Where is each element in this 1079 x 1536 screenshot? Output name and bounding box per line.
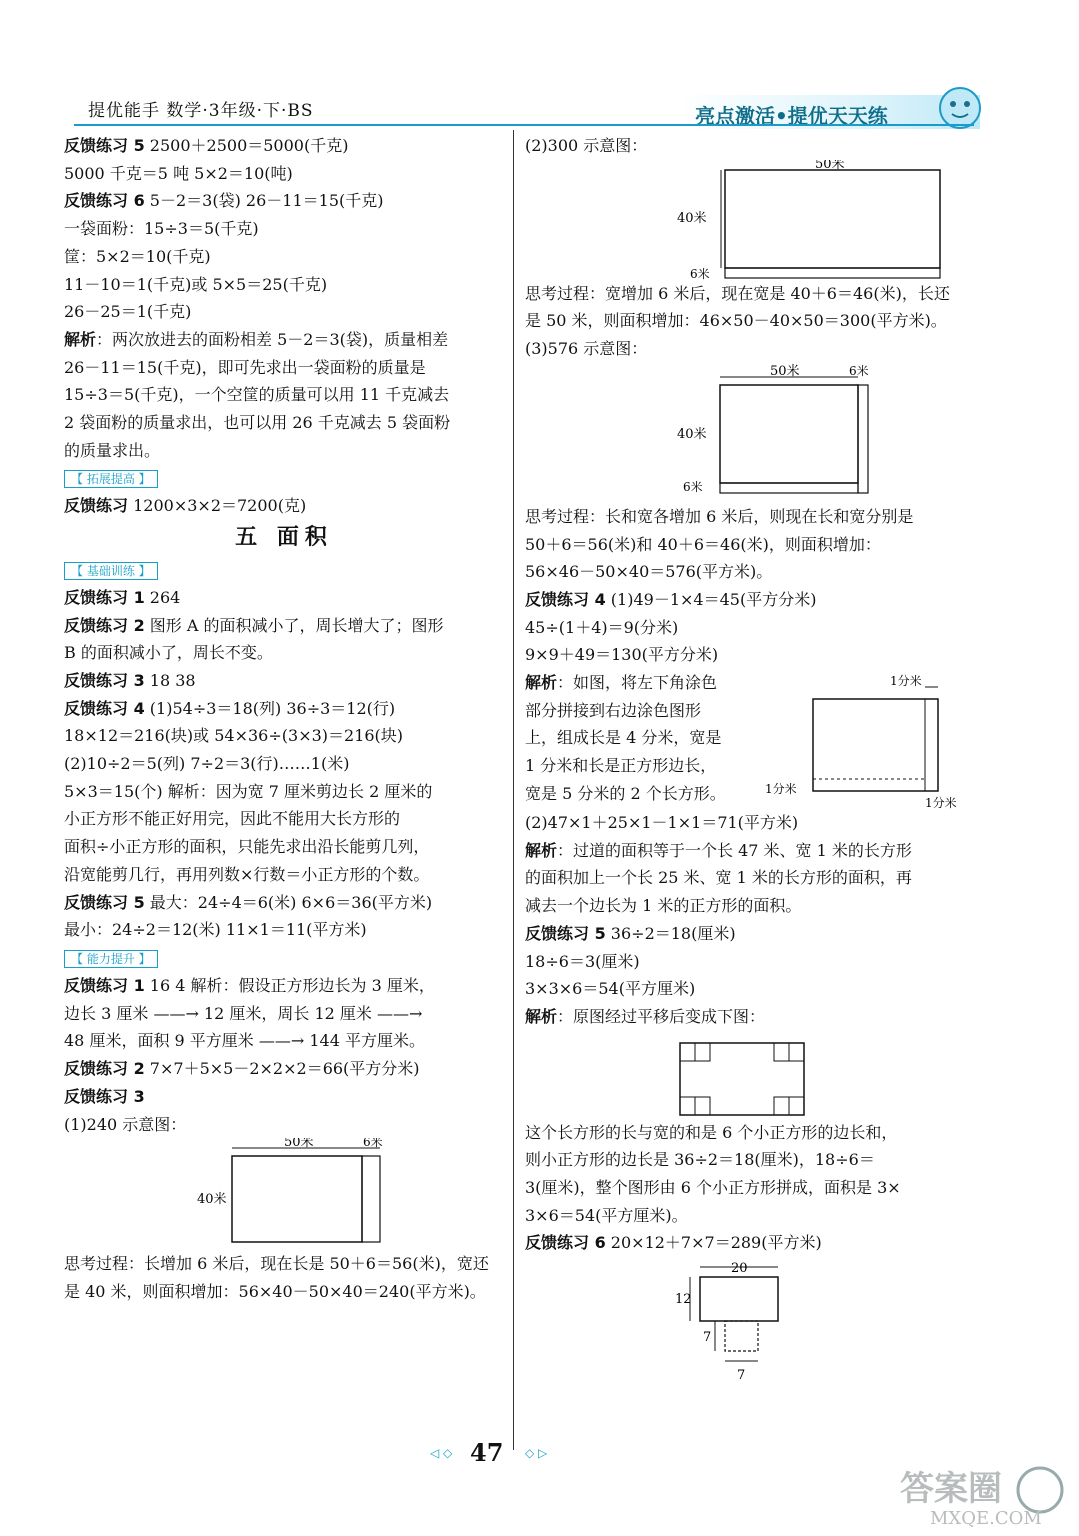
answer-line	[64, 437, 504, 465]
composite-shape-diagram	[525, 1257, 980, 1397]
answer-text: 宽是 5 分米的 2 个长方形。	[525, 783, 726, 803]
header-rule	[74, 124, 974, 126]
answer-text: 思考过程：长和宽各增加 6 米后，则现在长和宽分别是	[525, 506, 914, 526]
figure-walkway-analysis	[525, 669, 980, 809]
answers-block-e	[525, 1119, 980, 1258]
mascot-icon	[930, 82, 990, 134]
answer-label: 反馈练习 2	[64, 1059, 145, 1079]
label-extension-length: 6米	[849, 363, 869, 378]
rect-diagram	[525, 363, 980, 503]
answer-text: 9×9＋49＝130(平方分米)	[525, 645, 719, 665]
answers-block-e	[64, 1250, 504, 1305]
answer-line	[525, 752, 790, 780]
rect-diagram	[64, 1138, 504, 1250]
label-width: 40米	[677, 426, 707, 442]
answer-label: 反馈练习 3	[64, 1086, 145, 1106]
answer-text: 48 厘米，面积 9 平方厘米 ——→ 144 平方厘米。	[64, 1031, 426, 1051]
answer-label: 反馈练习 5	[525, 923, 606, 943]
answer-line	[525, 1003, 980, 1031]
answer-text: (1)49－1×4＝45(平方分米)	[605, 589, 817, 609]
answer-line	[64, 381, 504, 409]
answers-block-d	[525, 809, 980, 1031]
answer-line	[525, 1146, 980, 1174]
answer-line	[525, 975, 980, 1003]
answer-line	[525, 641, 980, 669]
label-length: 50米	[770, 363, 800, 379]
answer-line	[64, 639, 504, 667]
figure-translated-rectangle	[525, 1031, 980, 1119]
svg-text:答案圈: 答案圈	[900, 1469, 1002, 1509]
answer-line	[64, 833, 504, 861]
answer-text: 则小正方形的边长是 36÷2＝18(厘米)，18÷6＝	[525, 1150, 875, 1170]
answer-text: 1 分米和长是正方形边长，	[525, 756, 717, 776]
answer-text: 部分拼接到右边涂色图形	[525, 700, 702, 720]
answer-text: 这个长方形的长与宽的和是 6 个小正方形的边长和，	[525, 1122, 898, 1142]
answer-line	[525, 697, 790, 725]
answer-line	[64, 722, 504, 750]
square-diagram	[765, 669, 980, 809]
answer-text: ：过道的面积等于一个长 47 米、宽 1 米的长方形	[557, 840, 912, 860]
figure-area-increase-both	[525, 363, 980, 503]
section-tag-basic: 【 基础训练 】	[64, 562, 158, 580]
answer-text: 图形 A 的面积减小了，周长增大了；图形	[144, 615, 444, 635]
answer-line	[64, 160, 504, 188]
answer-line	[64, 612, 504, 640]
svg-text:MXQE.COM: MXQE.COM	[930, 1508, 1042, 1529]
answer-text: 2500＋2500＝5000(千克)	[144, 136, 349, 155]
answer-text: 的质量求出。	[64, 440, 161, 460]
answer-text: 筐：5×2＝10(千克)	[64, 246, 211, 266]
answer-text: 思考过程：长增加 6 米后，现在长是 50＋6＝56(米)，宽还	[64, 1254, 489, 1274]
rect-diagram	[525, 160, 980, 280]
answer-label: 反馈练习 6	[64, 191, 145, 211]
answer-line	[525, 920, 980, 948]
answers-block-b	[525, 503, 980, 669]
answers-block-c	[64, 584, 504, 944]
watermark-icon	[900, 1460, 1070, 1530]
answer-text: 减去一个边长为 1 米的正方形的面积。	[525, 896, 802, 916]
label-extension-width: 6米	[683, 479, 703, 494]
answer-line	[64, 1250, 504, 1278]
answer-text: 小正方形不能正好用完，因此不能用大长方形的	[64, 809, 401, 829]
answer-line	[64, 861, 504, 889]
answer-line	[525, 1202, 980, 1230]
answer-line	[64, 1000, 504, 1028]
answer-line	[525, 307, 980, 335]
header-book-title: 提优能手 数学·3年级·下·BS	[88, 101, 314, 121]
answers-block-a	[64, 132, 504, 464]
answer-line	[64, 271, 504, 299]
answer-text: 5000 千克＝5 吨 5×2＝10(吨)	[64, 163, 293, 183]
answer-line	[525, 614, 980, 642]
answer-text: 26－11＝15(千克)，即可先求出一袋面粉的质量是	[64, 357, 426, 377]
answer-text: 沿宽能剪几行，再用列数×行数＝小正方形的个数。	[64, 864, 430, 884]
answer-line	[64, 695, 504, 723]
answer-label: 解析	[525, 1006, 558, 1026]
answer-label: 反馈练习 6	[525, 1233, 606, 1253]
answer-text: 的面积加上一个长 25 米、宽 1 米的长方形的面积，再	[525, 868, 912, 888]
answer-text: (1)54÷3＝18(列) 36÷3＝12(行)	[144, 698, 396, 718]
answer-text: 一袋面粉：15÷3＝5(千克)	[64, 219, 259, 239]
answer-label: 反馈练习 1	[64, 975, 145, 995]
answer-text: (2)47×1＋25×1－1×1＝71(平方米)	[525, 813, 799, 833]
page-ornament-right: ◇ ▷	[525, 1446, 548, 1460]
label-extension: 6米	[363, 1138, 383, 1150]
answer-label: 反馈练习 2	[64, 615, 145, 635]
answer-text: ：如图，将左下角涂色	[557, 673, 718, 693]
label-extension: 6米	[690, 266, 710, 280]
answer-line	[525, 669, 790, 697]
answer-text: 3×6＝54(平方厘米)。	[525, 1205, 688, 1225]
answer-text: 3×3×6＝54(平方厘米)	[525, 979, 696, 999]
figure-caption: (3)576 示意图：	[525, 339, 648, 359]
answer-line	[525, 503, 980, 531]
answer-label: 反馈练习 1	[64, 587, 145, 607]
answers-block-a	[525, 280, 980, 335]
figure-caption: (2)300 示意图：	[525, 136, 648, 155]
answer-text: 20×12＋7×7＝289(平方米)	[605, 1233, 822, 1253]
answer-text: 面积÷小正方形的面积，只能先求出沿长能剪几列，	[64, 837, 430, 857]
answer-text: 是 40 米，则面积增加：56×40－50×40＝240(平方米)。	[64, 1281, 486, 1301]
answer-line	[525, 558, 980, 586]
answers-block-c	[525, 669, 790, 808]
answers-block-d	[64, 972, 504, 1111]
answer-line	[64, 326, 504, 354]
answer-line	[64, 298, 504, 326]
answer-text: 3(厘米)，整个图形由 6 个小正方形拼成，面积是 3×	[525, 1178, 901, 1198]
answer-line	[525, 864, 980, 892]
page-header	[0, 0, 1079, 130]
answer-text: 2 袋面粉的质量求出，也可以用 26 千克减去 5 袋面粉	[64, 413, 451, 433]
answer-line	[64, 750, 504, 778]
answer-text: 264	[144, 587, 181, 607]
answer-line	[64, 778, 504, 806]
answer-text: 15÷3＝5(千克)，一个空筐的质量可以用 11 千克减去	[64, 385, 450, 405]
answer-label: 反馈练习 5	[64, 892, 145, 912]
answer-label: 解析	[64, 329, 97, 349]
answer-text: ：两次放进去的面粉相差 5－2＝3(袋)，质量相差	[96, 329, 449, 349]
answer-text: 26－25＝1(千克)	[64, 302, 192, 322]
answer-text: 18 38	[144, 670, 196, 690]
answer-line	[525, 1174, 980, 1202]
answer-line	[64, 215, 504, 243]
label-width: 40米	[197, 1192, 227, 1208]
section-tag-extension: 【 拓展提高 】	[64, 470, 158, 488]
answer-line	[525, 531, 980, 559]
right-column	[525, 132, 980, 1397]
answer-line	[525, 809, 980, 837]
answer-line: 反馈练习 1200×3×2＝7200(克)	[64, 496, 307, 516]
label-small-side: 7	[703, 1330, 712, 1346]
figure-area-increase-width	[525, 160, 980, 280]
answer-text: 18×12＝216(块)或 54×36÷(3×3)＝216(块)	[64, 726, 404, 746]
answer-text: 16 4 解析：假设正方形边长为 3 厘米，	[144, 975, 435, 995]
answer-line	[64, 889, 504, 917]
answer-text: 最小：24÷2＝12(米) 11×1＝11(平方米)	[64, 920, 367, 940]
page-number: 47	[470, 1438, 504, 1467]
answer-line	[64, 1083, 504, 1111]
answer-line	[525, 837, 980, 865]
header-series-title: 亮点激活•提优天天练	[695, 104, 888, 128]
page-ornament-left: ◁ ◇	[430, 1446, 453, 1460]
answer-line	[64, 354, 504, 382]
answer-text: 7×7＋5×5－2×2×2＝66(平方分米)	[144, 1059, 420, 1079]
answer-line	[525, 780, 790, 808]
answer-text: 56×46－50×40＝576(平方米)。	[525, 562, 773, 582]
watermark-logo	[900, 1460, 1070, 1530]
answer-text: 18÷6＝3(厘米)	[525, 951, 640, 971]
answer-line	[64, 409, 504, 437]
answer-text: ：原图经过平移后变成下图：	[557, 1006, 766, 1026]
label-length: 50米	[815, 159, 845, 172]
answer-line	[525, 280, 980, 308]
answer-label: 反馈练习 5	[64, 136, 145, 155]
answer-line	[64, 584, 504, 612]
answer-text: (2)10÷2＝5(列) 7÷2＝3(行)……1(米)	[64, 754, 350, 774]
label-width: 40米	[677, 210, 707, 226]
answer-line	[64, 243, 504, 271]
answer-line	[525, 948, 980, 976]
answer-line	[64, 1055, 504, 1083]
answer-line	[64, 805, 504, 833]
answer-text: 11－10＝1(千克)或 5×5＝25(千克)	[64, 274, 328, 294]
label-side: 12	[675, 1292, 692, 1308]
answer-text: 5×3＝15(个) 解析：因为宽 7 厘米剪边长 2 厘米的	[64, 781, 433, 801]
answer-line	[64, 972, 504, 1000]
label-top: 1分米	[890, 674, 922, 689]
answer-text: 5－2＝3(袋) 26－11＝15(千克)	[144, 191, 384, 211]
answer-text: 上，组成长是 4 分米，宽是	[525, 728, 722, 748]
section-tag-ability: 【 能力提升 】	[64, 950, 158, 968]
answer-line	[525, 1229, 980, 1257]
label-left: 1分米	[765, 782, 797, 797]
answer-line	[64, 1027, 504, 1055]
left-column	[64, 132, 504, 1306]
answer-text: 思考过程：宽增加 6 米后，现在宽是 40＋6＝46(米)，长还	[525, 283, 950, 303]
answer-line	[525, 892, 980, 920]
answer-line	[525, 586, 980, 614]
label-length: 50米	[284, 1138, 314, 1151]
answer-line	[64, 132, 504, 160]
answer-label: 解析	[525, 840, 558, 860]
answer-line	[64, 916, 504, 944]
answer-line	[525, 1119, 980, 1147]
rect-with-squares-diagram	[525, 1031, 980, 1119]
figure-area-increase-length	[64, 1138, 504, 1250]
answer-line	[64, 1278, 504, 1306]
answer-label: 反馈练习 4	[64, 698, 145, 718]
answer-label: 反馈练习 3	[64, 670, 145, 690]
figure-caption: (1)240 示意图：	[64, 1114, 187, 1134]
answer-text: 边长 3 厘米 ——→ 12 厘米，周长 12 厘米 ——→	[64, 1003, 423, 1023]
answer-text: 36÷2＝18(厘米)	[605, 923, 736, 943]
answer-text: 50＋6＝56(米)和 40＋6＝46(米)，则面积增加：	[525, 534, 881, 554]
figure-composite-area	[525, 1257, 980, 1397]
answer-line	[64, 187, 504, 215]
answer-line	[525, 724, 790, 752]
label-top: 20	[731, 1261, 748, 1277]
column-divider	[513, 130, 514, 1450]
answer-text: 最大：24÷4＝6(米) 6×6＝36(平方米)	[144, 892, 433, 912]
answer-text: 45÷(1＋4)＝9(分米)	[525, 617, 679, 637]
chapter-title: 五 面积	[235, 524, 333, 551]
answer-line	[64, 667, 504, 695]
answer-label: 反馈练习 4	[525, 589, 606, 609]
answer-text: 是 50 米，则面积增加：46×50－40×50＝300(平方米)。	[525, 311, 947, 331]
label-right: 1分米	[925, 796, 957, 810]
answer-label: 解析	[525, 673, 558, 693]
label-small-bottom: 7	[737, 1368, 746, 1384]
answer-text: B 的面积减小了，周长不变。	[64, 643, 273, 663]
